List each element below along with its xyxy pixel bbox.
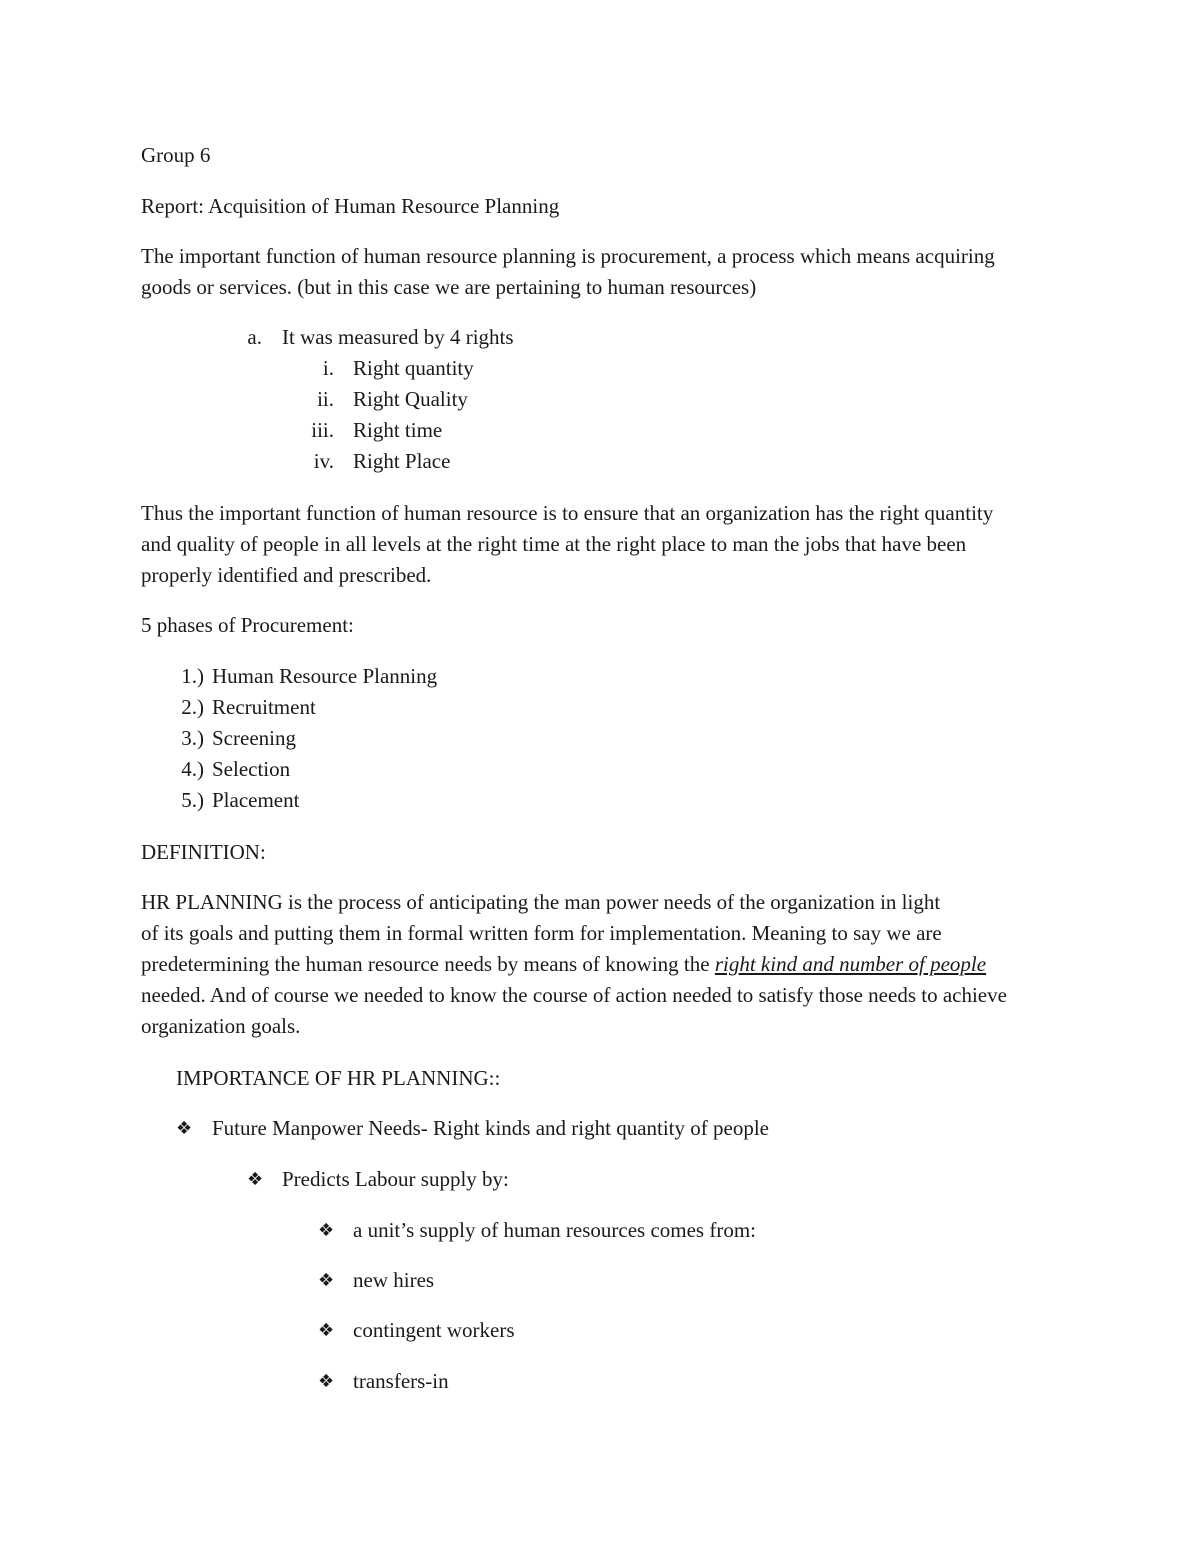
bullet-item: Predicts Labour supply by: bbox=[282, 1167, 509, 1191]
bullet-item: new hires bbox=[353, 1268, 435, 1292]
definition-line: organization goals. bbox=[141, 1014, 301, 1038]
list-item: Right Place bbox=[353, 449, 451, 473]
list-marker: ii. bbox=[317, 387, 334, 411]
definition-text: predetermining the human resource needs by means of knowing the bbox=[141, 952, 715, 976]
list-item: Recruitment bbox=[212, 695, 316, 719]
intro-line: goods or services. (but in this case we are pertaining to human resources) bbox=[141, 275, 757, 299]
definition-heading: DEFINITION: bbox=[141, 840, 266, 864]
bullet-item: contingent workers bbox=[353, 1318, 515, 1342]
diamond-bullet-icon: ❖ bbox=[318, 1220, 335, 1241]
intro-line: The important function of human resource planning is procurement, a process which means acquiring bbox=[141, 244, 995, 268]
definition-line: needed. And of course we needed to know the course of action needed to satisfy those needs to achieve bbox=[141, 983, 1007, 1007]
list-marker: 1.) bbox=[181, 664, 204, 688]
diamond-bullet-icon: ❖ bbox=[176, 1118, 193, 1139]
emphasized-phrase: right kind and number of people bbox=[714, 952, 987, 976]
bullet-item: Future Manpower Needs- Right kinds and right quantity of people bbox=[212, 1116, 769, 1140]
list-marker: 2.) bbox=[181, 695, 204, 719]
thus-line: properly identified and prescribed. bbox=[141, 563, 432, 587]
rights-heading: It was measured by 4 rights bbox=[282, 325, 514, 349]
list-item: Right time bbox=[353, 418, 443, 442]
phases-heading: 5 phases of Procurement: bbox=[141, 613, 354, 637]
list-marker: 3.) bbox=[181, 726, 204, 750]
list-marker: 5.) bbox=[181, 788, 204, 812]
list-item: Screening bbox=[212, 726, 296, 750]
list-marker: iv. bbox=[313, 449, 334, 473]
bullet-item: transfers-in bbox=[353, 1369, 449, 1393]
intro-paragraph bbox=[141, 241, 1071, 303]
definition-line: HR PLANNING is the process of anticipating the man power needs of the organization in light bbox=[141, 890, 941, 914]
definition-line bbox=[141, 949, 1071, 980]
definition-line: of its goals and putting them in formal written form for implementation. Meaning to say we are bbox=[141, 921, 942, 945]
list-item: Right quantity bbox=[353, 356, 474, 380]
list-item: Human Resource Planning bbox=[212, 664, 438, 688]
diamond-bullet-icon: ❖ bbox=[318, 1270, 335, 1291]
list-marker: i. bbox=[322, 356, 334, 380]
thus-line: and quality of people in all levels at the right time at the right place to man the jobs that have been bbox=[141, 532, 967, 556]
definition-paragraph bbox=[141, 887, 1071, 1042]
thus-paragraph bbox=[141, 498, 1071, 591]
list-marker: 4.) bbox=[181, 757, 204, 781]
list-marker: iii. bbox=[311, 418, 334, 442]
diamond-bullet-icon: ❖ bbox=[247, 1169, 264, 1190]
importance-heading: IMPORTANCE OF HR PLANNING:: bbox=[176, 1066, 501, 1090]
report-title: Report: Acquisition of Human Resource Planning bbox=[141, 194, 560, 218]
list-item: Right Quality bbox=[353, 387, 468, 411]
group-label: Group 6 bbox=[141, 143, 211, 167]
list-item: Placement bbox=[212, 788, 300, 812]
bullet-item: a unit’s supply of human resources comes from: bbox=[353, 1218, 756, 1242]
list-marker: a. bbox=[247, 325, 262, 349]
diamond-bullet-icon: ❖ bbox=[318, 1371, 335, 1392]
list-item: Selection bbox=[212, 757, 291, 781]
diamond-bullet-icon: ❖ bbox=[318, 1320, 335, 1341]
thus-line: Thus the important function of human resource is to ensure that an organization has the right quantity bbox=[141, 501, 994, 525]
